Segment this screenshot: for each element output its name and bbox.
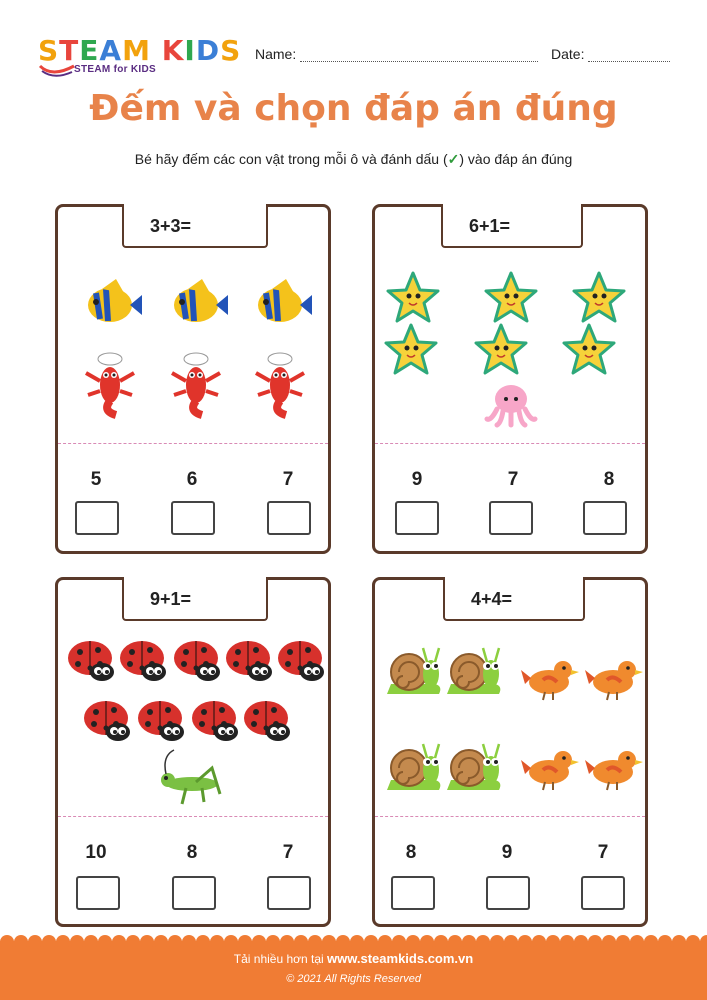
logo-letter: M	[122, 34, 151, 67]
starfish-icon	[574, 273, 624, 321]
answer-option-label: 8	[405, 842, 417, 863]
ladybug-icon	[84, 701, 130, 741]
exercise-card-1	[55, 204, 331, 554]
answer-option-label: 8	[603, 469, 615, 490]
snail-icon	[447, 744, 500, 790]
instruction	[0, 151, 707, 168]
footer-copyright: © 2021 All Rights Reserved	[286, 973, 421, 985]
ladybug-icon	[174, 641, 220, 681]
answer-option-label: 7	[507, 469, 519, 490]
answer-option-label: 9	[501, 842, 513, 863]
name-line[interactable]	[300, 47, 538, 62]
answer-checkbox[interactable]	[489, 501, 533, 535]
logo-letter: S	[220, 34, 242, 67]
animal-picture-area	[375, 265, 651, 435]
logo-tagline: STEAM for KIDS	[74, 64, 156, 75]
footer-download-line	[0, 951, 707, 966]
answer-option-label: 7	[282, 842, 294, 863]
answer-checkbox[interactable]	[391, 876, 435, 910]
card-divider	[58, 443, 328, 444]
card-divider	[58, 816, 328, 817]
bird-icon	[585, 751, 643, 790]
date-field[interactable]	[551, 46, 670, 62]
ladybug-icon	[226, 641, 272, 681]
equation-box: 4+4=	[443, 577, 585, 621]
exercise-card-4	[372, 577, 648, 927]
footer-website-link[interactable]: www.steamkids.com.vn	[327, 951, 474, 966]
starfish-icon	[564, 325, 614, 373]
ladybug-icon	[120, 641, 166, 681]
logo-letter: D	[195, 34, 221, 67]
answer-checkbox[interactable]	[583, 501, 627, 535]
logo-wordmark	[38, 36, 241, 66]
logo-letter: T	[59, 34, 80, 67]
steam-kids-logo	[38, 34, 242, 82]
bird-icon	[585, 661, 643, 700]
footer-prefix: Tải nhiều hơn tại	[233, 952, 328, 966]
date-line[interactable]	[588, 47, 670, 62]
answer-option-label: 9	[411, 469, 423, 490]
answer-checkbox[interactable]	[395, 501, 439, 535]
answer-checkbox[interactable]	[486, 876, 530, 910]
snail-icon	[387, 744, 440, 790]
fish-icon	[258, 279, 312, 322]
equation-box: 6+1=	[441, 204, 583, 248]
answer-option-label: 6	[186, 469, 198, 490]
animal-picture-area	[58, 634, 334, 814]
snail-icon	[447, 648, 500, 694]
answer-option-label: 7	[597, 842, 609, 863]
shrimp-icon	[256, 353, 304, 415]
exercise-card-2	[372, 204, 648, 554]
grasshopper-icon	[161, 750, 220, 804]
answer-checkbox[interactable]	[581, 876, 625, 910]
date-label: Date:	[551, 46, 585, 62]
ladybug-icon	[138, 701, 184, 741]
counting-animals-illustration	[375, 634, 651, 814]
check-icon: ✓	[447, 151, 460, 167]
fish-icon	[174, 279, 228, 322]
footer-scallop-decoration	[0, 935, 707, 947]
ladybug-icon	[68, 641, 114, 681]
answer-checkbox[interactable]	[267, 501, 311, 535]
bird-icon	[521, 661, 579, 700]
animal-picture-area	[375, 634, 651, 814]
starfish-icon	[388, 273, 438, 321]
card-divider	[375, 816, 645, 817]
answer-checkbox[interactable]	[172, 876, 216, 910]
page-title: Đếm và chọn đáp án đúng	[89, 88, 618, 129]
name-field[interactable]	[255, 46, 538, 62]
snail-icon	[387, 648, 440, 694]
bird-icon	[521, 751, 579, 790]
ladybug-icon	[244, 701, 290, 741]
answer-checkbox[interactable]	[267, 876, 311, 910]
answer-checkbox[interactable]	[76, 876, 120, 910]
equation-box: 3+3=	[122, 204, 268, 248]
octopus-icon	[487, 385, 535, 425]
footer	[0, 941, 707, 1000]
ladybug-icon	[278, 641, 324, 681]
animal-picture-area	[58, 267, 334, 427]
shrimp-icon	[86, 353, 134, 415]
logo-letter: E	[79, 34, 100, 67]
starfish-icon	[486, 273, 536, 321]
answer-option-label: 5	[90, 469, 102, 490]
counting-animals-illustration	[58, 267, 334, 427]
starfish-icon	[476, 325, 526, 373]
logo-letter: A	[99, 34, 123, 67]
shrimp-icon	[172, 353, 220, 415]
counting-animals-illustration	[375, 265, 651, 435]
answer-checkbox[interactable]	[171, 501, 215, 535]
exercise-card-3	[55, 577, 331, 927]
logo-letter	[151, 34, 162, 67]
ladybug-icon	[192, 701, 238, 741]
answer-option-label: 8	[186, 842, 198, 863]
starfish-icon	[386, 325, 436, 373]
answer-option-label: 10	[85, 842, 107, 863]
logo-letter: K	[161, 34, 185, 67]
card-divider	[375, 443, 645, 444]
answer-checkbox[interactable]	[75, 501, 119, 535]
fish-icon	[88, 279, 142, 322]
logo-letter: S	[38, 34, 60, 67]
name-label: Name:	[255, 46, 297, 62]
counting-animals-illustration	[58, 634, 334, 814]
instruction-text-before: Bé hãy đếm các con vật trong mỗi ô và đánh dấu (	[134, 151, 448, 167]
answer-option-label: 7	[282, 469, 294, 490]
instruction-text-after: ) vào đáp án đúng	[459, 151, 573, 167]
equation-box: 9+1=	[122, 577, 268, 621]
logo-letter: I	[184, 34, 196, 67]
